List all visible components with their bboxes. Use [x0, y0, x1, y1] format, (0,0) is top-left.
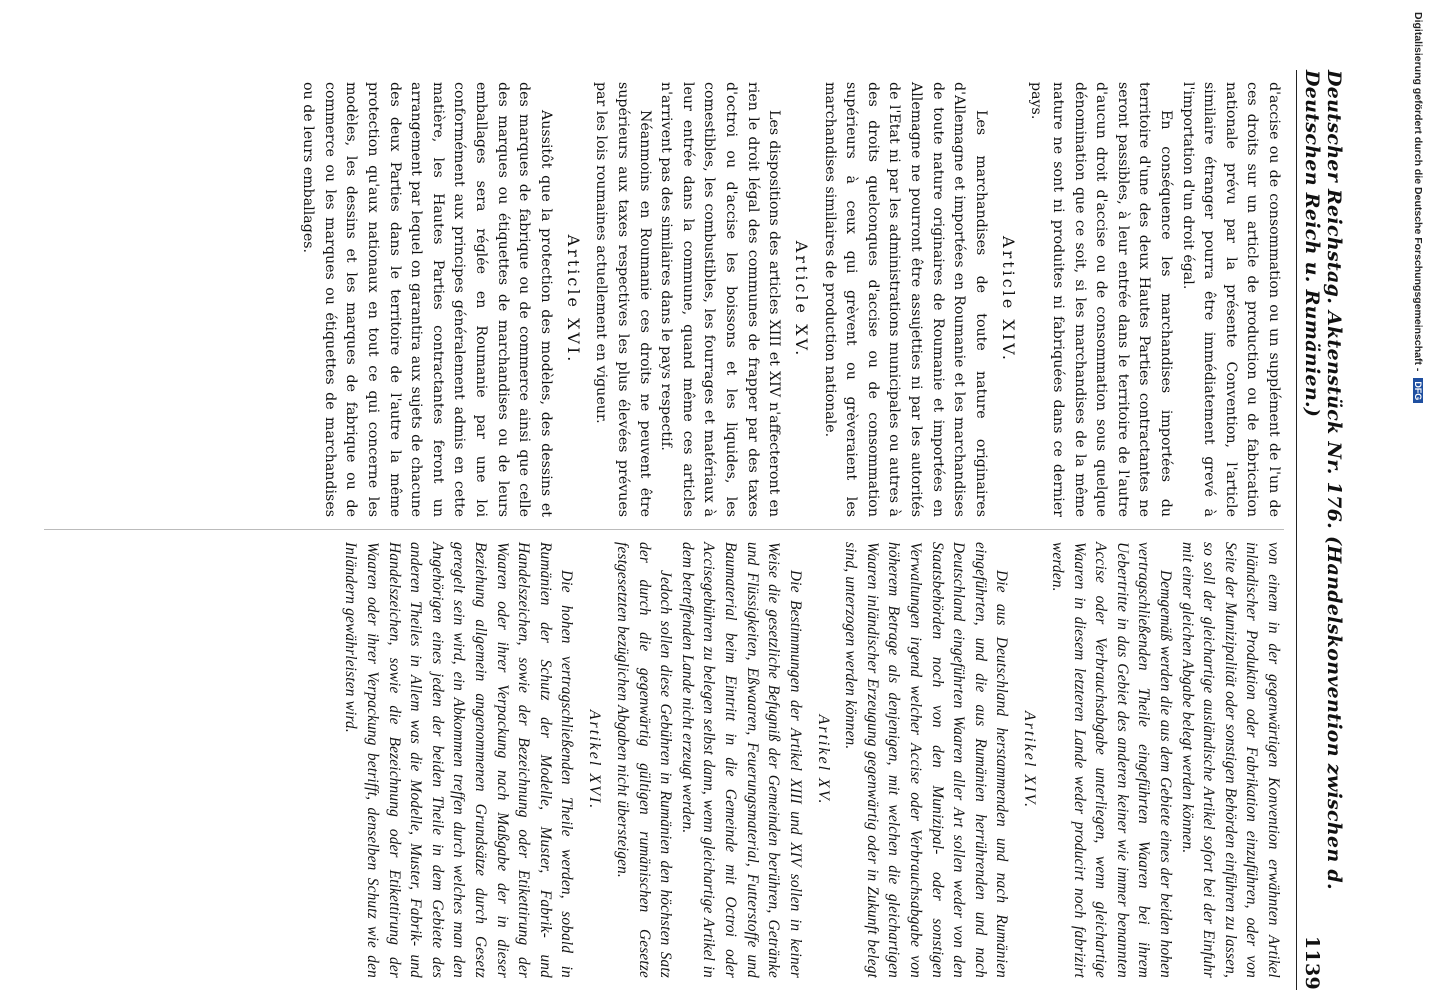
- text-columns: [44, 70, 1284, 990]
- paragraph: Die hohen vertragschließenden Theile werden, sobald in Rumänien der Schutz der Modelle, Muster, Fabrik- und Handelszeichen, sowie der Bezeichnung oder Etikettirung der Waaren oder ihrer Verpackung nach Maßgabe der in dieser Beziehung allgemein angenommenen Grundsätze durch Gesetz geregelt sein wird, ein Abkommen treffen durch welches man den Angehörigen eines jeden der beiden Theile in dem Gebiete des anderen Theiles in Allem was die Modelle, Muster, Fabrik- und Handelszeichen, sowie die Bezeichnung oder Etikettirung der Waaren oder ihrer Verpackung betrifft, denselben Schutz wie den Inländern gewährleisten wird.: [342, 542, 576, 978]
- paragraph: Die Bestimmungen der Artikel XIII und XIV sollen in keiner Weise die gesetzliche Befugniß der Gemeinden berühren, Getränke und Flüssigkeiten, Eßwaaren, Feuerungsmaterial, Futterstoffe und Baumaterial beim Eintritt in die Gemeinde mit Octroi oder Accisegebühren zu belegen selbst dann, wenn gleichartige Artikel in dem betreffenden Lande nicht erzeugt werden.: [678, 542, 804, 978]
- watermark-text: Digitalisierung gefördert durch die Deutsche Forschungsgemeinschaft -: [1412, 12, 1424, 372]
- paragraph: Jedoch sollen diese Gebühren in Rumänien den höchsten Satz der durch die gegenwärtig gültigen rumänischen Gesetze festgesetzten bezüglichen Abgaben nicht übersteigen.: [613, 542, 675, 978]
- article-heading: Artikel XVI.: [586, 709, 604, 811]
- article-heading: Artikel XIV.: [1021, 710, 1039, 810]
- article-heading: Artikel XV.: [814, 714, 832, 806]
- paragraph: Les marchandises de toute nature originaires d'Allemagne et importées en Roumanie et les marchandises de toute nature originaires de Roumanie et importées en Allemagne ne pourront être assujetties ni par les autorités de l'Etat ni par les administrations municipales ou autres à des droits quelconques d'accise ou de consommation supérieurs à ceux qui grèvent ou grèveraient les marchandises similaires de production nationale.: [821, 82, 989, 517]
- paragraph: Aussitôt que la protection des modèles, des dessins et des marques de fabrique ou de commerce ainsi que celle des marques ou étiquettes de marchandises ou de leurs emballages sera réglée en Roumanie par une loi conformément aux principes généralement admis en cette matière, les Hautes Parties contractantes feront un arrangement par lequel on garantira aux sujets de chacune des deux Parties dans le territoire de l'autre la même protection qu'aux nationaux en tout ce qui concerne les modèles, les dessins et les marques de fabrique ou de commerce ou les marques ou étiquettes de marchandises ou de leurs emballages.: [300, 82, 554, 517]
- article-heading: Article XVI.: [563, 234, 583, 365]
- dfg-watermark: [1402, 6, 1432, 996]
- dfg-logo: DFG: [1413, 378, 1423, 403]
- page-number: 1139: [1301, 935, 1323, 990]
- article-heading: Article XV.: [792, 240, 812, 359]
- paragraph: Die aus Deutschland herstammenden und nach Rumänien eingeführten, und die aus Rumänien herrührenden und nach Deutschland eingeführten Waaren aller Art sollen weder von den Staatsbehörden noch von den Munizipal- oder sonstigen Verwaltungen irgend welcher Accise oder Verbrauchsabgabe von höherem Betrage als denjenigen, mit welchen die gleichartigen Waaren inländischer Erzeugung gegenwärtig oder in Zukunft belegt sind, unterzogen werden können.: [842, 542, 1011, 978]
- rotated-document-page: [30, 60, 1345, 1000]
- paragraph: Néanmoins en Roumanie ces droits ne peuvent être supérieurs aux taxes respectives les plus élevées prévues par les lois roumaines actuellement en vigueur.: [593, 82, 653, 517]
- paragraph: En conséquence les marchandises importées du territoire d'une des deux Hautes Parties contractantes ne seront passibles, à leur entrée dans le territoire de l'autre d'aucun droit d'accise ou de consommation sous quelque dénomination que ce soit, si les marchandises de la même nature ne sont ni produites ni fabriquées dans ce dernier pays.: [1028, 82, 1175, 517]
- french-column: [44, 70, 1284, 530]
- article-heading: Article XIV.: [998, 236, 1018, 363]
- paragraph: Les dispositions des articles XIII et XIV n'affecteront en rien le droit légal des communes de frapper par des taxes d'octroi ou d'accise les boissons et les liquides, les comestibles, les combustibles, les fourrages et matériaux à leur entrée dans la commune, quand même ces articles n'arrivent pas des similaires dans le pays respectif.: [658, 82, 783, 517]
- paragraph: von einem in der gegenwärtigen Konvention erwähnten Artikel inländischer Produktion oder Fabrikation einzuführen, oder von Seite der Munizipalität oder sonstigen Behörden einführen zu lassen, so soll der gleichartige ausländische Artikel sofort bei der Einfuhr mit einer gleichen Abgabe belegt werden können.: [1178, 542, 1282, 978]
- header-title: Deutscher Reichstag. Aktenstück Nr. 176. (Handelskonvention zwischen d. Deutschen Reich u. Rumänien.): [1301, 70, 1345, 890]
- page-header: [1296, 70, 1345, 990]
- paragraph: d'accise ou de consommation ou un supplément de l'un de ces droits sur un article de production ou de fabrication nationale prévu par la présente Convention, l'article similaire étranger pourra être immédiatement grevé à l'importation d'un droit égal.: [1179, 82, 1282, 517]
- german-column: [44, 530, 1284, 990]
- paragraph: Demgemäß werden die aus dem Gebiete eines der beiden hohen vertragschließenden Theile eingeführten Waaren bei ihrem Uebertritte in das Gebiet des anderen keiner wie immer benannten Accise oder Verbrauchsabgabe unterliegen, wenn gleichartige Waaren in diesem letzteren Lande weder producirt noch fabrizirt werden.: [1049, 542, 1175, 978]
- watermark-text-wrapper: [1412, 12, 1424, 403]
